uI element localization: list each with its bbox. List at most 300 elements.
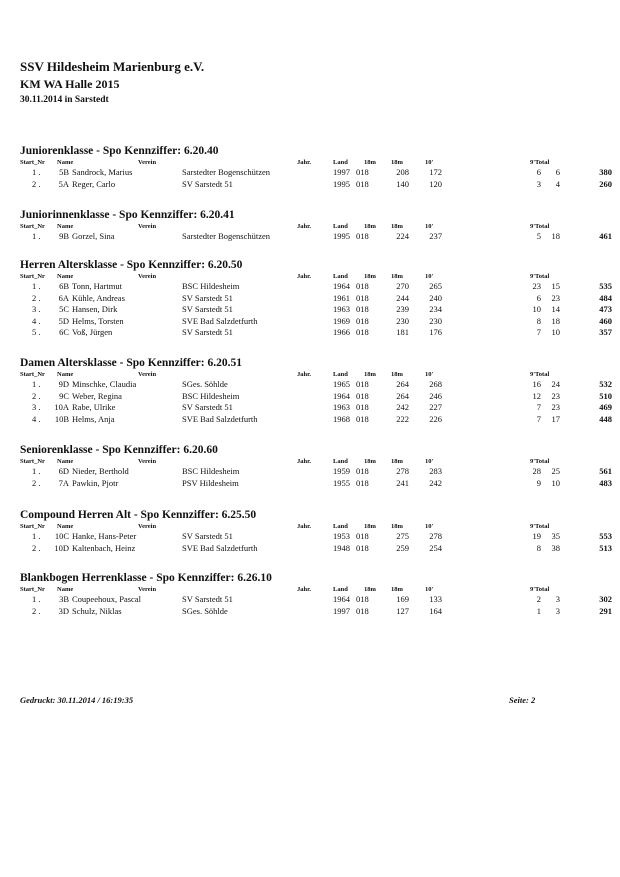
cell-verein: SV Sarstedt 51 — [182, 327, 233, 337]
cell-verein: BSC Hildesheim — [182, 466, 240, 476]
cell-start: 5C — [59, 304, 69, 314]
cell-start: 5A — [58, 178, 69, 189]
cell-name: Kühle, Andreas — [72, 292, 125, 303]
column-header-name: Name — [57, 523, 74, 530]
cell-d1: 222 — [396, 413, 409, 424]
cell-d2: 240 — [429, 292, 442, 303]
cell-start: 9D — [58, 379, 69, 389]
cell-jahr: 1953 — [333, 531, 350, 541]
cell-d1: 169 — [396, 594, 409, 604]
cell-verein: Sarstedter Bogenschützen — [182, 231, 271, 241]
cell-d1: 140 — [396, 178, 409, 189]
column-header-verein: Verein — [138, 371, 157, 378]
cell-total: 260 — [599, 178, 612, 189]
result-row — [20, 316, 610, 328]
cell-nines: 18 — [551, 231, 560, 241]
cell-verein: SVE Bad Salzdetfurth — [182, 542, 258, 553]
result-row — [20, 606, 610, 618]
column-header-start-nr: Start_Nr — [20, 223, 45, 230]
cell-d1: 244 — [396, 292, 409, 303]
cell-tens: 8 — [536, 542, 541, 553]
cell-jahr: 1966 — [333, 327, 350, 337]
cell-name: Kaltenbach, Heinz — [72, 542, 136, 553]
cell-tens: 8 — [536, 315, 541, 326]
cell-land: 018 — [356, 178, 369, 189]
cell-d2: 278 — [429, 531, 442, 541]
cell-d1: 127 — [396, 605, 409, 616]
column-header-d1: 18m — [364, 523, 376, 530]
cell-d1: 224 — [396, 231, 409, 241]
cell-d1: 242 — [396, 402, 409, 412]
cell-d2: 242 — [429, 477, 442, 488]
column-header-nines-total: 9'Total — [530, 371, 550, 378]
cell-nines: 23 — [551, 292, 560, 303]
cell-d2: 120 — [429, 178, 442, 189]
cell-land: 018 — [356, 379, 369, 389]
class-section — [20, 356, 610, 425]
cell-total: 510 — [599, 390, 612, 401]
cell-tens: 7 — [536, 413, 541, 424]
column-header-verein: Verein — [138, 523, 157, 530]
cell-jahr: 1997 — [333, 605, 350, 616]
cell-name: Nieder, Berthold — [72, 466, 129, 476]
cell-nines: 6 — [555, 167, 560, 177]
cell-jahr: 1995 — [333, 231, 350, 241]
cell-d2: 268 — [429, 379, 442, 389]
cell-land: 018 — [356, 531, 369, 541]
cell-d1: 230 — [396, 315, 409, 326]
cell-nines: 15 — [551, 281, 560, 291]
cell-verein: PSV Hildesheim — [182, 477, 239, 488]
cell-verein: SV Sarstedt 51 — [182, 304, 233, 314]
cell-pos: 3 . — [32, 402, 41, 412]
cell-jahr: 1964 — [333, 281, 350, 291]
column-header-tens: 10' — [425, 371, 434, 378]
cell-d2: 234 — [429, 304, 442, 314]
cell-name: Tonn, Hartmut — [72, 281, 122, 291]
cell-verein: SGes. Söhlde — [182, 379, 228, 389]
column-header-tens: 10' — [425, 223, 434, 230]
cell-d1: 264 — [396, 379, 409, 389]
cell-start: 10B — [54, 413, 69, 424]
cell-pos: 1 . — [32, 167, 41, 177]
column-header-tens: 10' — [425, 159, 434, 166]
cell-tens: 28 — [532, 466, 541, 476]
column-header-verein: Verein — [138, 159, 157, 166]
cell-nines: 23 — [551, 390, 560, 401]
column-header-nines-total: 9'Total — [530, 159, 550, 166]
cell-land: 018 — [356, 466, 369, 476]
cell-pos: 1 . — [32, 531, 41, 541]
cell-nines: 3 — [555, 605, 560, 616]
result-row — [20, 293, 610, 305]
column-header-land: Land — [333, 586, 348, 593]
cell-total: 484 — [599, 292, 612, 303]
cell-nines: 24 — [551, 379, 560, 389]
column-header-name: Name — [57, 159, 74, 166]
column-header-d1: 18m — [364, 223, 376, 230]
result-row — [20, 478, 610, 490]
cell-verein: SV Sarstedt 51 — [182, 531, 233, 541]
column-header-row — [20, 158, 610, 167]
cell-total: 535 — [599, 281, 612, 291]
club-title: SSV Hildesheim Marienburg e.V. — [20, 59, 205, 74]
column-header-d1: 18m — [364, 371, 376, 378]
column-header-row — [20, 370, 610, 379]
cell-name: Hanke, Hans-Peter — [72, 531, 137, 541]
cell-name: Gorzel, Sina — [72, 231, 115, 241]
cell-verein: SGes. Söhlde — [182, 605, 228, 616]
cell-land: 018 — [356, 327, 369, 337]
result-row — [20, 281, 610, 293]
column-header-start-nr: Start_Nr — [20, 458, 45, 465]
column-header-nines-total: 9'Total — [530, 523, 550, 530]
cell-pos: 2 . — [32, 292, 41, 303]
cell-name: Voß, Jürgen — [72, 327, 113, 337]
class-section — [20, 571, 610, 617]
cell-pos: 1 . — [32, 231, 41, 241]
cell-jahr: 1963 — [333, 304, 350, 314]
printed-timestamp: Gedruckt: 30.11.2014 / 16:19:35 — [20, 695, 134, 705]
cell-jahr: 1965 — [333, 379, 350, 389]
column-header-land: Land — [333, 371, 348, 378]
cell-pos: 2 . — [32, 605, 41, 616]
cell-total: 473 — [599, 304, 612, 314]
column-header-jahr: Jahr. — [297, 159, 312, 166]
cell-pos: 2 . — [32, 542, 41, 553]
column-header-start-nr: Start_Nr — [20, 371, 45, 378]
cell-name: Hansen, Dirk — [72, 304, 118, 314]
cell-nines: 35 — [551, 531, 560, 541]
cell-land: 018 — [356, 542, 369, 553]
event-title: KM WA Halle 2015 — [20, 77, 120, 91]
cell-verein: SV Sarstedt 51 — [182, 292, 233, 303]
cell-pos: 2 . — [32, 477, 41, 488]
column-header-jahr: Jahr. — [297, 371, 312, 378]
cell-total: 469 — [599, 402, 612, 412]
cell-tens: 5 — [536, 231, 541, 241]
cell-d1: 264 — [396, 390, 409, 401]
class-section — [20, 208, 610, 243]
column-header-tens: 10' — [425, 523, 434, 530]
result-row — [20, 379, 610, 391]
cell-total: 302 — [599, 594, 612, 604]
result-row — [20, 231, 610, 243]
cell-jahr: 1948 — [333, 542, 350, 553]
cell-name: Coupeehoux, Pascal — [72, 594, 141, 604]
cell-land: 018 — [356, 304, 369, 314]
column-header-row — [20, 222, 610, 231]
cell-d1: 259 — [396, 542, 409, 553]
column-header-jahr: Jahr. — [297, 223, 312, 230]
cell-start: 6A — [58, 292, 69, 303]
column-header-land: Land — [333, 523, 348, 530]
cell-tens: 1 — [536, 605, 541, 616]
cell-total: 291 — [599, 605, 612, 616]
cell-start: 10A — [54, 402, 69, 412]
column-header-tens: 10' — [425, 586, 434, 593]
cell-nines: 14 — [551, 304, 560, 314]
cell-verein: BSC Hildesheim — [182, 390, 240, 401]
cell-land: 018 — [356, 281, 369, 291]
cell-pos: 1 . — [32, 281, 41, 291]
column-header-verein: Verein — [138, 223, 157, 230]
cell-nines: 38 — [551, 542, 560, 553]
cell-pos: 4 . — [32, 413, 41, 424]
cell-land: 018 — [356, 402, 369, 412]
cell-d1: 278 — [396, 466, 409, 476]
cell-name: Pawkin, Pjotr — [72, 477, 119, 488]
cell-total: 461 — [599, 231, 612, 241]
cell-pos: 3 . — [32, 304, 41, 314]
column-header-name: Name — [57, 223, 74, 230]
column-header-land: Land — [333, 223, 348, 230]
section-title: Juniorinnenklasse - Spo Kennziffer: 6.20.41 — [20, 209, 235, 221]
cell-name: Helms, Torsten — [72, 315, 124, 326]
cell-jahr: 1963 — [333, 402, 350, 412]
class-section — [20, 508, 610, 554]
cell-name: Schulz, Niklas — [72, 605, 122, 616]
section-title: Damen Altersklasse - Spo Kennziffer: 6.20.51 — [20, 357, 242, 369]
cell-verein: SVE Bad Salzdetfurth — [182, 315, 258, 326]
cell-d2: 230 — [429, 315, 442, 326]
column-header-d1: 18m — [364, 159, 376, 166]
column-header-nines-total: 9'Total — [530, 586, 550, 593]
cell-start: 6D — [58, 466, 69, 476]
cell-pos: 5 . — [32, 327, 41, 337]
cell-d2: 164 — [429, 605, 442, 616]
cell-d2: 265 — [429, 281, 442, 291]
column-header-name: Name — [57, 371, 74, 378]
cell-tens: 9 — [536, 477, 541, 488]
cell-d1: 239 — [396, 304, 409, 314]
result-row — [20, 414, 610, 426]
cell-name: Sandrock, Marius — [72, 167, 133, 177]
cell-jahr: 1961 — [333, 292, 350, 303]
cell-tens: 10 — [532, 304, 541, 314]
result-row — [20, 304, 610, 316]
cell-start: 3D — [58, 605, 69, 616]
cell-total: 483 — [599, 477, 612, 488]
cell-pos: 1 . — [32, 379, 41, 389]
cell-nines: 23 — [551, 402, 560, 412]
column-header-start-nr: Start_Nr — [20, 159, 45, 166]
cell-pos: 1 . — [32, 466, 41, 476]
result-row — [20, 167, 610, 179]
column-header-row — [20, 272, 610, 281]
cell-d1: 275 — [396, 531, 409, 541]
cell-d2: 227 — [429, 402, 442, 412]
cell-nines: 3 — [555, 594, 560, 604]
cell-nines: 10 — [551, 327, 560, 337]
cell-start: 10D — [54, 542, 69, 553]
cell-land: 018 — [356, 477, 369, 488]
column-header-name: Name — [57, 586, 74, 593]
column-header-d2: 18m — [391, 159, 403, 166]
cell-tens: 3 — [536, 178, 541, 189]
cell-d2: 226 — [429, 413, 442, 424]
column-header-d2: 18m — [391, 458, 403, 465]
cell-total: 532 — [599, 379, 612, 389]
column-header-name: Name — [57, 273, 74, 280]
page-number: Seite: 2 — [509, 695, 536, 705]
column-header-row — [20, 585, 610, 594]
cell-nines: 18 — [551, 315, 560, 326]
cell-tens: 23 — [532, 281, 541, 291]
column-header-land: Land — [333, 458, 348, 465]
column-header-verein: Verein — [138, 273, 157, 280]
cell-name: Weber, Regina — [72, 390, 122, 401]
column-header-name: Name — [57, 458, 74, 465]
cell-tens: 2 — [536, 594, 541, 604]
cell-d1: 208 — [396, 167, 409, 177]
cell-tens: 16 — [532, 379, 541, 389]
result-row — [20, 594, 610, 606]
cell-tens: 7 — [536, 327, 541, 337]
column-header-verein: Verein — [138, 458, 157, 465]
cell-pos: 2 . — [32, 178, 41, 189]
cell-jahr: 1969 — [333, 315, 350, 326]
cell-total: 448 — [599, 413, 612, 424]
cell-jahr: 1964 — [333, 390, 350, 401]
cell-d1: 241 — [396, 477, 409, 488]
column-header-d2: 18m — [391, 371, 403, 378]
cell-land: 018 — [356, 167, 369, 177]
cell-jahr: 1959 — [333, 466, 350, 476]
column-header-jahr: Jahr. — [297, 273, 312, 280]
section-title: Seniorenklasse - Spo Kennziffer: 6.20.60 — [20, 444, 218, 456]
column-header-d1: 18m — [364, 273, 376, 280]
cell-d1: 270 — [396, 281, 409, 291]
cell-verein: Sarstedter Bogenschützen — [182, 167, 271, 177]
column-header-start-nr: Start_Nr — [20, 273, 45, 280]
column-header-start-nr: Start_Nr — [20, 523, 45, 530]
section-title: Blankbogen Herrenklasse - Spo Kennziffer: 6.26.10 — [20, 572, 272, 584]
cell-d2: 283 — [429, 466, 442, 476]
cell-nines: 4 — [555, 178, 560, 189]
class-section — [20, 443, 610, 489]
cell-tens: 6 — [536, 292, 541, 303]
cell-tens: 7 — [536, 402, 541, 412]
cell-d2: 246 — [429, 390, 442, 401]
cell-land: 018 — [356, 315, 369, 326]
cell-name: Helms, Anja — [72, 413, 115, 424]
cell-start: 7A — [58, 477, 69, 488]
column-header-land: Land — [333, 273, 348, 280]
column-header-jahr: Jahr. — [297, 458, 312, 465]
column-header-row — [20, 457, 610, 466]
result-row — [20, 179, 610, 191]
column-header-jahr: Jahr. — [297, 523, 312, 530]
cell-name: Minschke, Claudia — [72, 379, 137, 389]
cell-start: 9C — [59, 390, 69, 401]
cell-total: 553 — [599, 531, 612, 541]
cell-jahr: 1964 — [333, 594, 350, 604]
event-date: 30.11.2014 in Sarstedt — [20, 95, 109, 105]
result-row — [20, 543, 610, 555]
class-section — [20, 258, 610, 339]
result-row — [20, 327, 610, 339]
cell-start: 6B — [59, 281, 69, 291]
cell-name: Rabe, Ulrike — [72, 402, 116, 412]
column-header-nines-total: 9'Total — [530, 223, 550, 230]
cell-jahr: 1955 — [333, 477, 350, 488]
cell-verein: BSC Hildesheim — [182, 281, 240, 291]
cell-land: 018 — [356, 413, 369, 424]
cell-start: 10C — [54, 531, 69, 541]
column-header-nines-total: 9'Total — [530, 458, 550, 465]
cell-pos: 1 . — [32, 594, 41, 604]
cell-d2: 176 — [429, 327, 442, 337]
cell-tens: 12 — [532, 390, 541, 401]
column-header-verein: Verein — [138, 586, 157, 593]
cell-total: 561 — [599, 466, 612, 476]
cell-verein: SV Sarstedt 51 — [182, 402, 233, 412]
column-header-jahr: Jahr. — [297, 586, 312, 593]
cell-d2: 237 — [429, 231, 442, 241]
column-header-d1: 18m — [364, 586, 376, 593]
cell-verein: SVE Bad Salzdetfurth — [182, 413, 258, 424]
section-title: Compound Herren Alt - Spo Kennziffer: 6.25.50 — [20, 509, 257, 521]
cell-start: 5D — [58, 315, 69, 326]
cell-total: 460 — [599, 315, 612, 326]
column-header-tens: 10' — [425, 458, 434, 465]
cell-total: 513 — [599, 542, 612, 553]
result-row — [20, 531, 610, 543]
result-row — [20, 466, 610, 478]
cell-start: 9B — [59, 231, 69, 241]
column-header-nines-total: 9'Total — [530, 273, 550, 280]
cell-tens: 6 — [536, 167, 541, 177]
result-row — [20, 391, 610, 403]
cell-jahr: 1995 — [333, 178, 350, 189]
cell-nines: 17 — [551, 413, 560, 424]
class-section — [20, 144, 610, 190]
column-header-d2: 18m — [391, 223, 403, 230]
column-header-row — [20, 522, 610, 531]
cell-d1: 181 — [396, 327, 409, 337]
cell-verein: SV Sarstedt 51 — [182, 594, 233, 604]
column-header-land: Land — [333, 159, 348, 166]
column-header-d2: 18m — [391, 586, 403, 593]
column-header-d2: 18m — [391, 273, 403, 280]
cell-d2: 254 — [429, 542, 442, 553]
column-header-start-nr: Start_Nr — [20, 586, 45, 593]
cell-nines: 10 — [551, 477, 560, 488]
column-header-d2: 18m — [391, 523, 403, 530]
cell-start: 5B — [59, 167, 69, 177]
cell-land: 018 — [356, 231, 369, 241]
cell-start: 6C — [59, 327, 69, 337]
cell-d2: 133 — [429, 594, 442, 604]
cell-name: Reger, Carlo — [72, 178, 116, 189]
cell-land: 018 — [356, 390, 369, 401]
cell-land: 018 — [356, 594, 369, 604]
cell-start: 3B — [59, 594, 69, 604]
column-header-tens: 10' — [425, 273, 434, 280]
cell-total: 357 — [599, 327, 612, 337]
cell-nines: 25 — [551, 466, 560, 476]
result-row — [20, 402, 610, 414]
cell-verein: SV Sarstedt 51 — [182, 178, 233, 189]
section-title: Herren Altersklasse - Spo Kennziffer: 6.20.50 — [20, 259, 243, 271]
cell-land: 018 — [356, 292, 369, 303]
cell-d2: 172 — [429, 167, 442, 177]
cell-jahr: 1968 — [333, 413, 350, 424]
cell-jahr: 1997 — [333, 167, 350, 177]
cell-total: 380 — [599, 167, 612, 177]
column-header-d1: 18m — [364, 458, 376, 465]
